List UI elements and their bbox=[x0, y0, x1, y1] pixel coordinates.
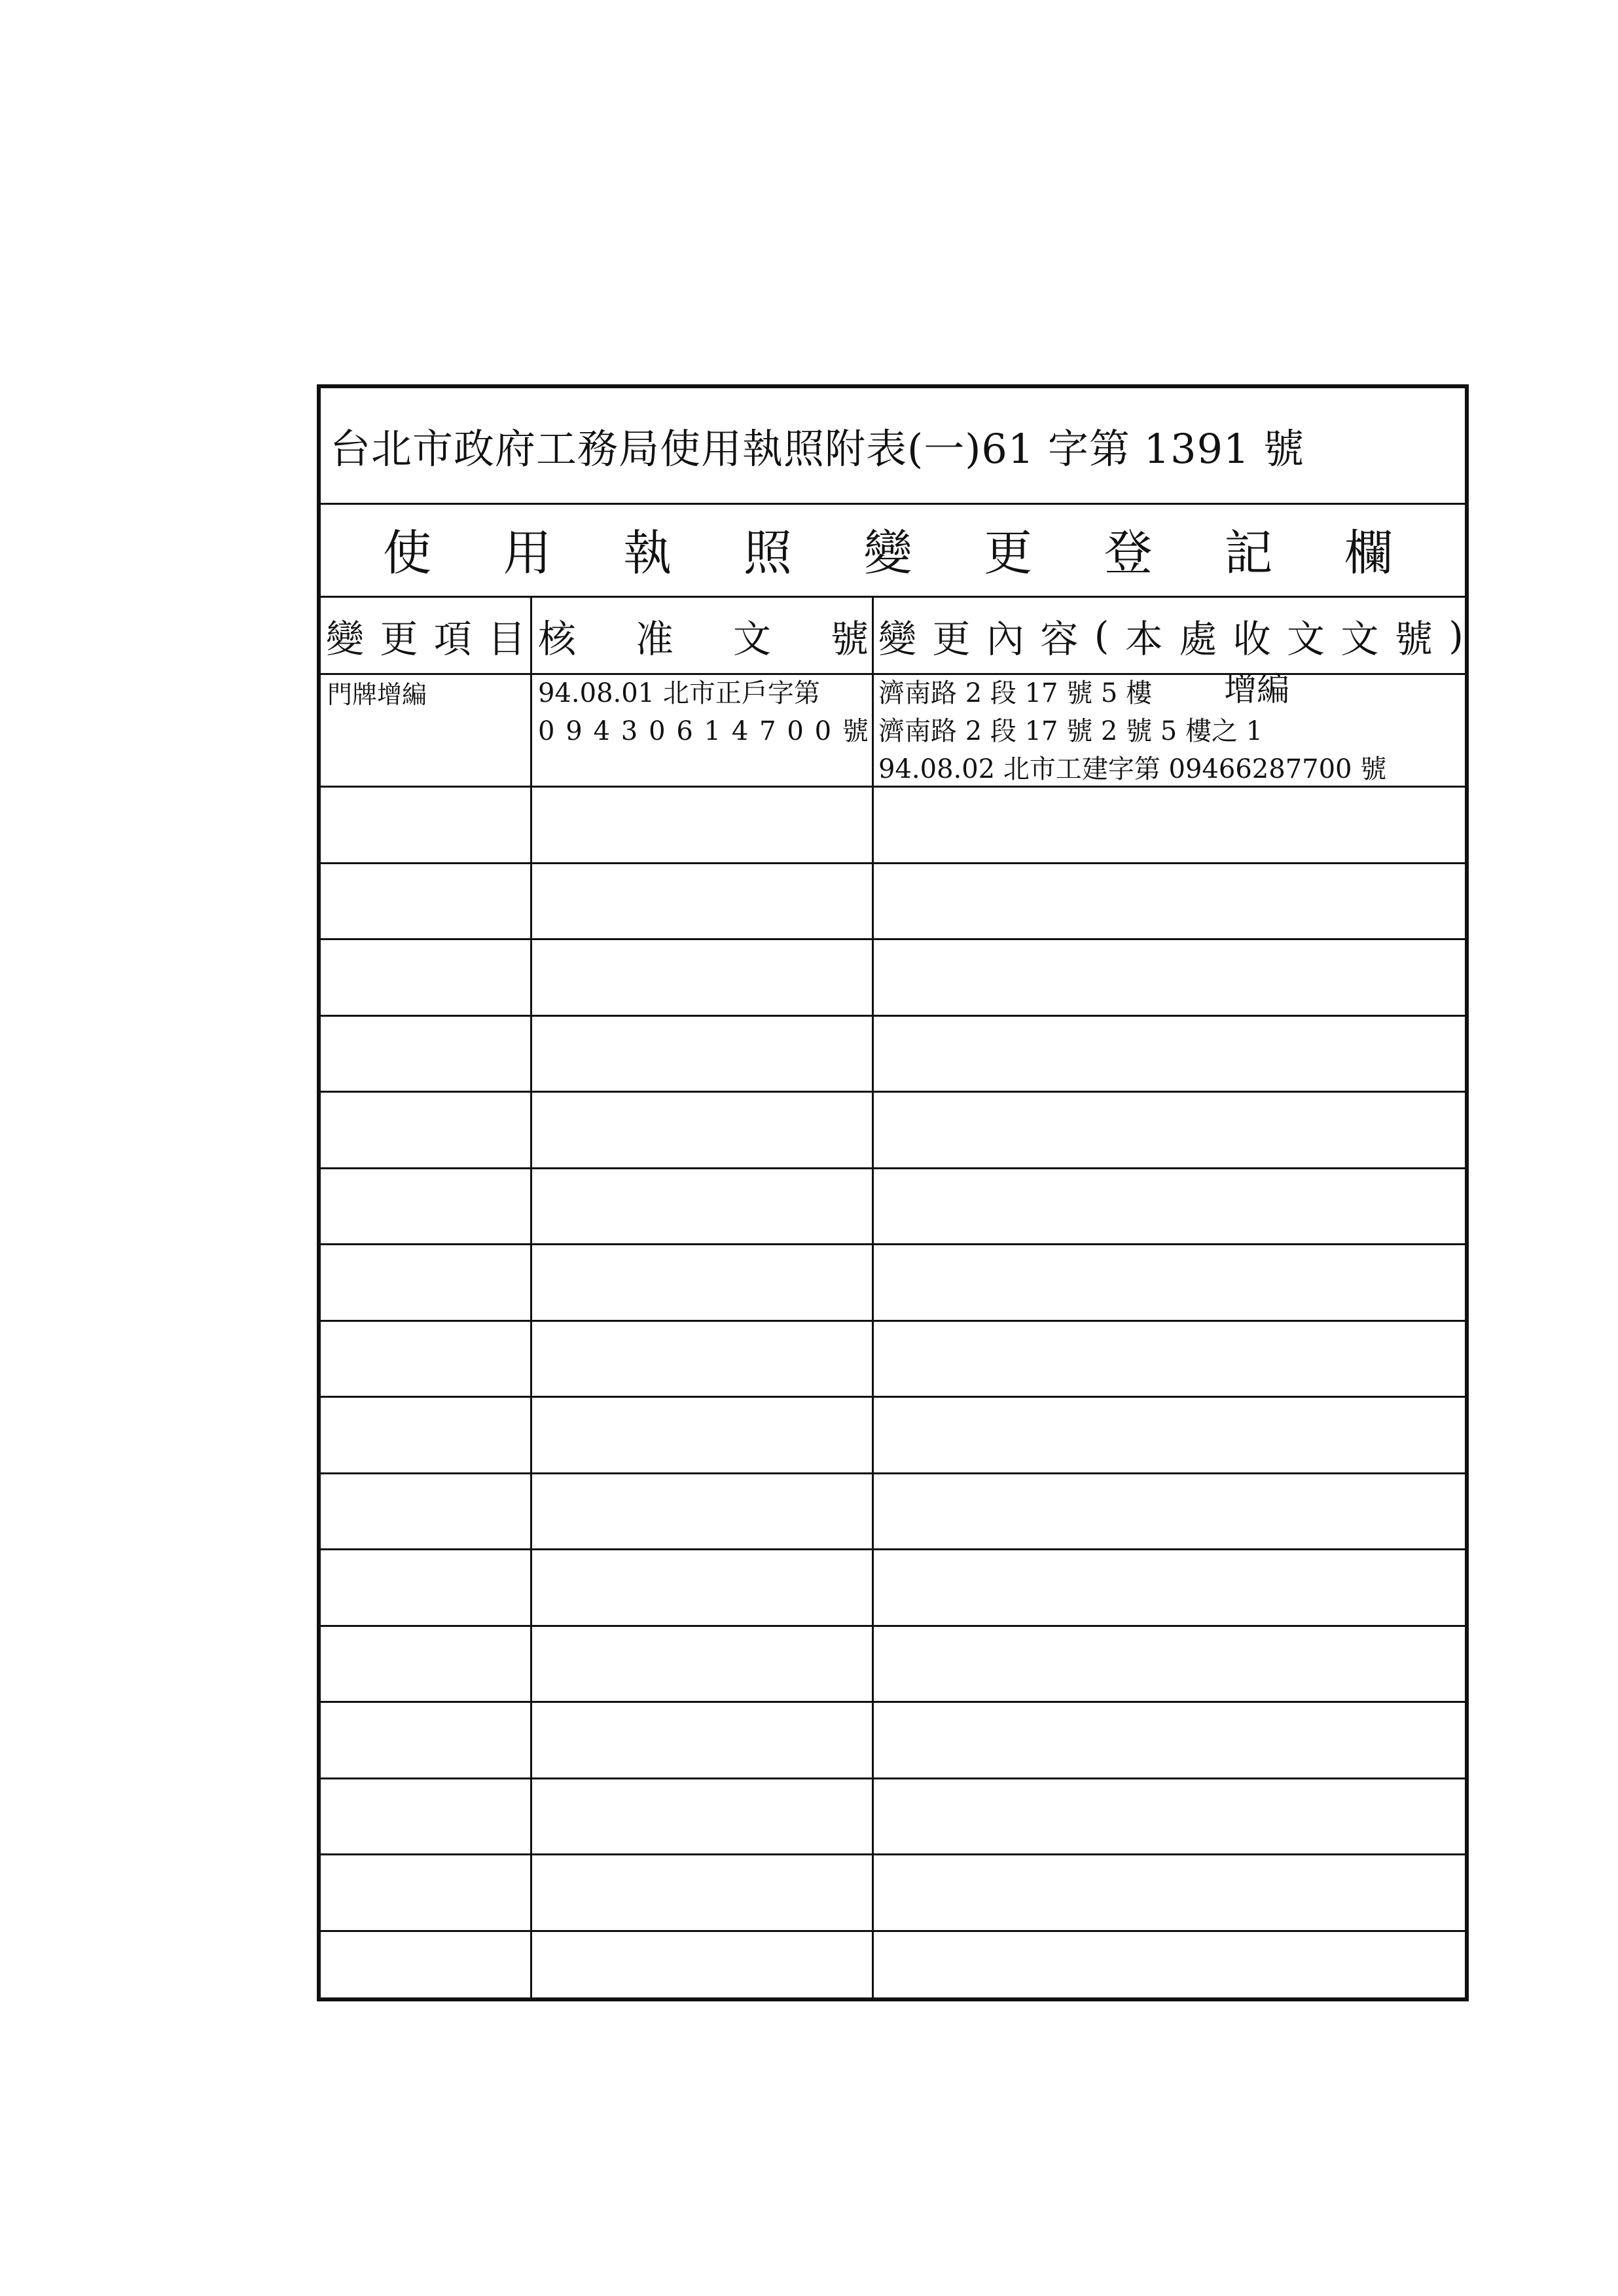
header-char: 容 bbox=[1040, 616, 1079, 661]
section-title-char: 照 bbox=[743, 525, 792, 581]
content-line-2: 濟南路 2 段 17 號 2 號 5 樓之 1 bbox=[878, 716, 1263, 746]
header-change-content bbox=[878, 598, 1467, 673]
change-register-table bbox=[321, 598, 1465, 1997]
section-title-char: 欄 bbox=[1344, 525, 1393, 581]
header-char: 處 bbox=[1179, 616, 1217, 661]
approval-digit: 9 bbox=[566, 716, 583, 746]
section-title-char: 執 bbox=[623, 525, 672, 581]
header-char: 內 bbox=[986, 616, 1024, 661]
header-char: 號 bbox=[830, 616, 869, 661]
cell-approval-number bbox=[538, 674, 869, 786]
empty-table-row bbox=[321, 1855, 1465, 1932]
form-title: 台北市政府工務局使用執照附表(一)61 字第 1391 號 bbox=[321, 388, 1465, 505]
empty-table-row bbox=[321, 1398, 1465, 1474]
approval-digit: 0 bbox=[814, 716, 832, 746]
empty-table-row bbox=[321, 940, 1465, 1017]
content-line-1 bbox=[878, 670, 1467, 712]
table-row bbox=[321, 670, 1465, 788]
header-char: 准 bbox=[635, 616, 674, 661]
empty-table-row bbox=[321, 1550, 1465, 1627]
content-line-3: 94.08.02 北市工建字第 09466287700 號 bbox=[878, 754, 1387, 784]
header-char: 本 bbox=[1124, 616, 1163, 661]
approval-digit: 0 bbox=[538, 716, 555, 746]
empty-table-row bbox=[321, 1932, 1465, 2009]
empty-table-row bbox=[321, 1169, 1465, 1246]
empty-table-row bbox=[321, 864, 1465, 941]
section-title-char: 記 bbox=[1224, 525, 1273, 581]
approval-digit: 0 bbox=[649, 716, 666, 746]
section-title bbox=[321, 503, 1465, 598]
section-title-char: 使 bbox=[383, 525, 431, 581]
approval-line-2 bbox=[538, 712, 869, 750]
section-title-char: 登 bbox=[1104, 525, 1153, 581]
header-char: 更 bbox=[380, 616, 418, 661]
empty-table-row bbox=[321, 1627, 1465, 1704]
approval-digit: 4 bbox=[593, 716, 610, 746]
approval-digit: 號 bbox=[842, 716, 869, 746]
empty-table-row bbox=[321, 1017, 1465, 1093]
approval-line-1: 94.08.01 北市正戶字第 bbox=[538, 678, 820, 708]
empty-table-row bbox=[321, 1703, 1465, 1779]
header-char: 變 bbox=[326, 616, 365, 661]
header-char: ( bbox=[1094, 613, 1109, 658]
header-char: 項 bbox=[433, 616, 472, 661]
header-char: 核 bbox=[538, 616, 577, 661]
handwritten-stamp: 增編 bbox=[1224, 670, 1290, 708]
header-approval-number bbox=[538, 598, 869, 673]
header-char: 更 bbox=[932, 616, 971, 661]
header-char: 文 bbox=[732, 616, 771, 661]
approval-digit: 4 bbox=[731, 716, 749, 746]
approval-digit: 3 bbox=[620, 716, 638, 746]
header-char: 文 bbox=[1340, 616, 1379, 661]
content-address-original: 濟南路 2 段 17 號 5 樓 bbox=[878, 678, 1153, 708]
table-header bbox=[321, 598, 1465, 675]
approval-digit: 0 bbox=[787, 716, 804, 746]
empty-table-row bbox=[321, 1474, 1465, 1551]
empty-table-row bbox=[321, 1245, 1465, 1322]
header-char: ) bbox=[1448, 613, 1464, 658]
cell-change-item: 門牌增編 bbox=[327, 680, 427, 709]
cell-change-content bbox=[878, 670, 1467, 786]
approval-digit: 7 bbox=[759, 716, 776, 746]
header-char: 文 bbox=[1287, 616, 1325, 661]
section-title-char: 變 bbox=[863, 525, 912, 581]
empty-table-row bbox=[321, 1093, 1465, 1169]
header-char: 收 bbox=[1232, 616, 1271, 661]
section-title-char: 用 bbox=[503, 525, 552, 581]
empty-table-row bbox=[321, 788, 1465, 864]
approval-digit: 1 bbox=[704, 716, 721, 746]
header-change-item bbox=[326, 598, 526, 673]
usage-permit-change-form bbox=[317, 384, 1469, 2001]
header-char: 目 bbox=[487, 616, 526, 661]
empty-table-row bbox=[321, 1322, 1465, 1398]
header-char: 號 bbox=[1394, 616, 1433, 661]
approval-digit: 6 bbox=[676, 716, 693, 746]
header-char: 變 bbox=[878, 616, 917, 661]
section-title-char: 更 bbox=[984, 525, 1033, 581]
empty-table-row bbox=[321, 1779, 1465, 1856]
